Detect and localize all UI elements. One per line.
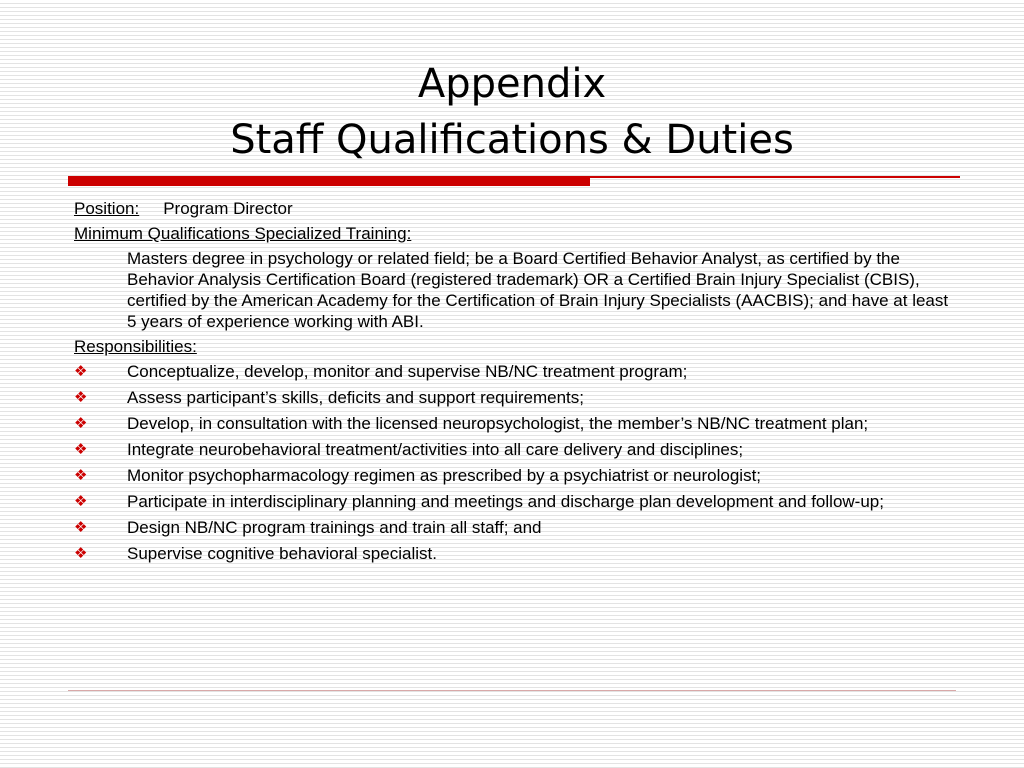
list-item-text: Supervise cognitive behavioral specialist.	[127, 544, 437, 563]
diamond-bullet-icon: ❖	[74, 492, 88, 510]
responsibilities-heading: Responsibilities:	[74, 337, 197, 356]
list-item-text: Monitor psychopharmacology regimen as prescribed by a psychiatrist or neurologist;	[127, 466, 762, 485]
list-item-text: Assess participant’s skills, deficits and support requirements;	[127, 388, 584, 407]
list-item-text: Integrate neurobehavioral treatment/activities into all care delivery and disciplines;	[127, 440, 744, 459]
diamond-bullet-icon: ❖	[74, 544, 88, 562]
list-item	[74, 439, 954, 460]
slide-title	[68, 56, 956, 168]
qualifications-heading: Minimum Qualifications Specialized Training:	[74, 224, 412, 243]
list-item	[74, 387, 954, 408]
title-line-2: Staff Qualifications & Duties	[230, 117, 794, 163]
diamond-bullet-icon: ❖	[74, 466, 88, 484]
list-item	[74, 465, 954, 486]
list-item	[74, 361, 954, 382]
position-row	[74, 198, 954, 219]
list-item-text: Conceptualize, develop, monitor and supervise NB/NC treatment program;	[127, 362, 688, 381]
diamond-bullet-icon: ❖	[74, 362, 88, 380]
list-item-text: Participate in interdisciplinary planning and meetings and discharge plan development and follow-up;	[127, 492, 884, 511]
diamond-bullet-icon: ❖	[74, 518, 88, 536]
position-value: Program Director	[163, 199, 293, 218]
list-item	[74, 413, 954, 434]
diamond-bullet-icon: ❖	[74, 440, 88, 458]
list-item-text: Design NB/NC program trainings and train all staff; and	[127, 518, 542, 537]
title-line-1: Appendix	[417, 61, 607, 107]
list-item-text: Develop, in consultation with the licensed neuropsychologist, the member’s NB/NC treatment plan;	[127, 414, 869, 433]
slide-body	[74, 198, 954, 569]
responsibilities-list	[74, 361, 954, 564]
position-label: Position:	[74, 199, 140, 218]
footer-divider	[68, 690, 956, 691]
diamond-bullet-icon: ❖	[74, 388, 88, 406]
title-divider-thin	[590, 176, 960, 178]
qualifications-text: Masters degree in psychology or related field; be a Board Certified Behavior Analyst, as certified by the Behavior Analysis Certification Board (registered trademark) OR a Certified Brain Injury Specialist (CBIS), certified by the American Academy for the Certification of Brain Injury Specialists (AACBIS); and have at least 5 years of experience working with ABI.	[127, 249, 949, 331]
list-item	[74, 543, 954, 564]
list-item	[74, 491, 954, 512]
title-divider-thick	[68, 176, 590, 186]
list-item	[74, 517, 954, 538]
diamond-bullet-icon: ❖	[74, 414, 88, 432]
